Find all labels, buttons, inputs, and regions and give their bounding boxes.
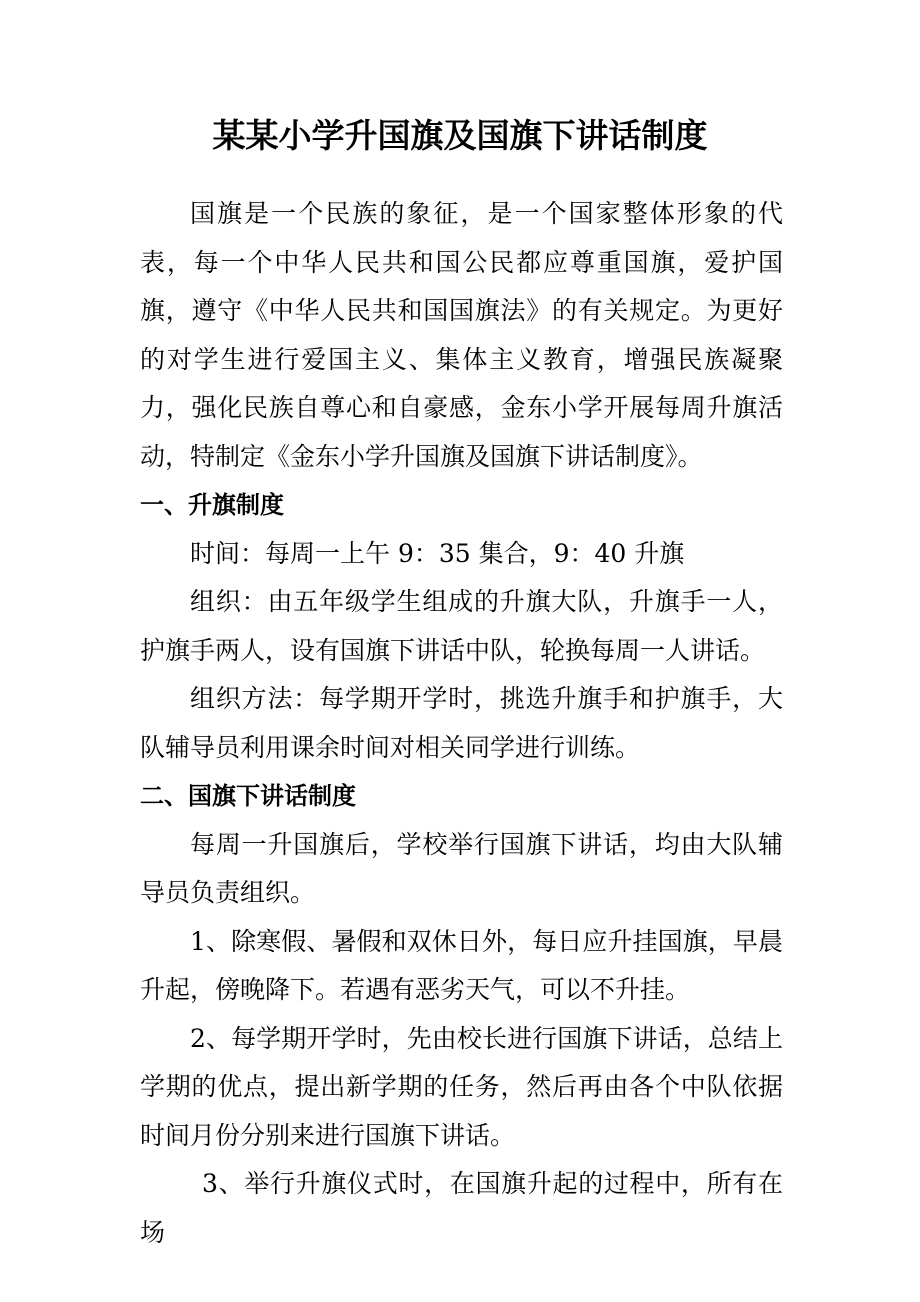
- rule-item-3: 3、举行升旗仪式时，在国旗升起的过程中，所有在场: [140, 1169, 783, 1247]
- document-body: [140, 190, 783, 1257]
- rule-item-1: 1、除寒假、暑假和双休日外，每日应升挂国旗，早晨升起，傍晚降下。若遇有恶劣天气，可以不升挂。: [140, 926, 783, 1004]
- section-heading-flag-raising: 一、升旗制度: [140, 491, 284, 519]
- schedule-paragraph: 时间：每周一上午 9：35 集合，9：40 升旗: [190, 538, 685, 568]
- intro-paragraph: 国旗是一个民族的象征，是一个国家整体形象的代表，每一个中华人民共和国公民都应尊重国旗，爱护国旗，遵守《中华人民共和国国旗法》的有关规定。为更好的对学生进行爱国主义、集体主义教育，增强民族凝聚力，强化民族自尊心和自豪感，金东小学开展每周升旗活动，特制定《金东小学升国旗及国旗下讲话制度》。: [140, 199, 783, 471]
- section-heading-speech: 二、国旗下讲话制度: [140, 782, 356, 810]
- method-paragraph: 组织方法：每学期开学时，挑选升旗手和护旗手，大队辅导员利用课余时间对相关同学进行训练。: [140, 684, 783, 762]
- document-title: 某某小学升国旗及国旗下讲话制度: [212, 116, 708, 155]
- rule-item-2: 2、每学期开学时，先由校长进行国旗下讲话，总结上学期的优点，提出新学期的任务，然后再由各个中队依据时间月份分别来进行国旗下讲话。: [140, 1023, 783, 1150]
- speech-intro-paragraph: 每周一升国旗后，学校举行国旗下讲话，均由大队辅导员负责组织。: [140, 829, 783, 907]
- organization-paragraph: 组织：由五年级学生组成的升旗大队，升旗手一人，护旗手两人，设有国旗下讲话中队，轮换每周一人讲话。: [140, 587, 783, 665]
